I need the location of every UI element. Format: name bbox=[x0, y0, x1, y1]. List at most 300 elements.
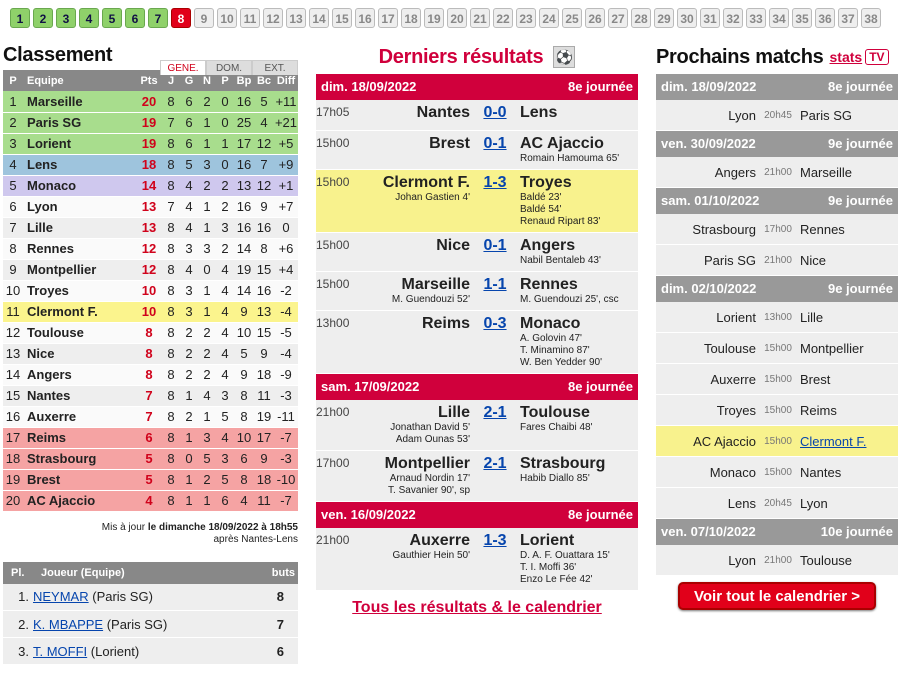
next-match-time: 13h00 bbox=[764, 312, 792, 323]
standings-cell: 8 bbox=[136, 322, 162, 343]
round-button[interactable]: 34 bbox=[769, 8, 789, 28]
standings-cell: 8 bbox=[136, 343, 162, 364]
round-selector bbox=[10, 8, 884, 30]
results-day-round: 8e journée bbox=[567, 379, 633, 394]
standings-cell: 0 bbox=[216, 154, 234, 175]
standings-cell: 1 bbox=[216, 133, 234, 154]
away-scorers bbox=[520, 550, 638, 586]
results-day-date: sam. 17/09/2022 bbox=[321, 379, 420, 394]
standings-cell: 1 bbox=[198, 217, 216, 238]
match-scorers bbox=[316, 294, 638, 310]
round-button[interactable]: 7 bbox=[148, 8, 168, 28]
football-icon: ⚽ bbox=[553, 46, 575, 68]
next-away-team: Montpellier bbox=[800, 341, 864, 356]
standings-cell: 9 bbox=[3, 259, 23, 280]
team-name: Lyon bbox=[23, 196, 136, 217]
next-match-time: 15h00 bbox=[764, 467, 792, 478]
match-line bbox=[316, 272, 638, 294]
standings-cell: 0 bbox=[216, 91, 234, 112]
next-day-round: 8e journée bbox=[827, 79, 893, 94]
standings-cell: 3 bbox=[216, 448, 234, 469]
next-match-time: 15h00 bbox=[764, 343, 792, 354]
home-scorers bbox=[316, 550, 470, 586]
match-time: 15h00 bbox=[316, 175, 350, 189]
next-match[interactable] bbox=[656, 426, 898, 457]
next-home-team: Toulouse bbox=[703, 341, 756, 356]
standings-cell: 2 bbox=[180, 406, 198, 427]
away-scorers bbox=[520, 255, 638, 267]
next-matches-panel bbox=[656, 44, 898, 610]
standings-cell: 0 bbox=[216, 112, 234, 133]
next-match[interactable] bbox=[656, 364, 898, 395]
standings-row[interactable] bbox=[3, 385, 298, 406]
round-button[interactable]: 14 bbox=[309, 8, 329, 28]
team-name: AC Ajaccio bbox=[23, 490, 136, 511]
spacer bbox=[470, 192, 520, 228]
scorer-team: (Paris SG) bbox=[88, 589, 153, 605]
standings-row[interactable] bbox=[3, 154, 298, 175]
team-name: Montpellier bbox=[23, 259, 136, 280]
scorer-name-link[interactable]: T. MOFFI bbox=[33, 643, 88, 659]
team-name: Nantes bbox=[23, 385, 136, 406]
away-scorers bbox=[520, 422, 638, 446]
standings-cell: 16 bbox=[234, 217, 254, 238]
home-scorer: Arnaud Nordin 17' bbox=[389, 473, 470, 484]
next-away-team: Lyon bbox=[800, 496, 828, 511]
standings-cell: 12 bbox=[136, 259, 162, 280]
scorer-player bbox=[33, 638, 244, 665]
round-button[interactable]: 5 bbox=[102, 8, 122, 28]
standings-cell: 9 bbox=[234, 301, 254, 322]
home-scorer: Jonathan David 5' bbox=[390, 422, 470, 433]
standings-cell: 9 bbox=[254, 448, 274, 469]
next-home-team: Auxerre bbox=[710, 372, 756, 387]
standings-header: G bbox=[180, 70, 198, 91]
standings-cell: 4 bbox=[180, 217, 198, 238]
next-day-date: sam. 01/10/2022 bbox=[661, 193, 760, 208]
standings-cell: 2 bbox=[198, 175, 216, 196]
standings-row[interactable] bbox=[3, 259, 298, 280]
away-scorer: Habib Diallo 85' bbox=[520, 473, 590, 484]
standings-cell: 2 bbox=[198, 91, 216, 112]
away-scorer: T. Minamino 87' bbox=[520, 345, 590, 356]
scorer-player bbox=[33, 584, 244, 611]
standings-cell: 0 bbox=[198, 259, 216, 280]
standings-cell: 2 bbox=[198, 364, 216, 385]
match-score-link[interactable]: 2-1 bbox=[483, 455, 507, 472]
standings-cell: 8 bbox=[162, 175, 180, 196]
standings-row[interactable] bbox=[3, 217, 298, 238]
standings-cell: -4 bbox=[274, 301, 298, 322]
next-match[interactable] bbox=[656, 457, 898, 488]
standings-cell: -2 bbox=[274, 280, 298, 301]
standings-cell: 5 bbox=[234, 343, 254, 364]
team-name: Lens bbox=[23, 154, 136, 175]
round-button[interactable]: 23 bbox=[516, 8, 536, 28]
scorer-goals: 6 bbox=[244, 638, 298, 665]
round-button[interactable]: 11 bbox=[240, 8, 260, 28]
standings-cell: 25 bbox=[234, 112, 254, 133]
round-button[interactable]: 12 bbox=[263, 8, 283, 28]
match-score-link[interactable]: 1-1 bbox=[483, 276, 507, 293]
round-button[interactable]: 13 bbox=[286, 8, 306, 28]
team-name: Paris SG bbox=[23, 112, 136, 133]
away-scorer: Nabil Bentaleb 43' bbox=[520, 255, 601, 266]
match-scorers bbox=[316, 473, 638, 501]
standings-cell: 11 bbox=[254, 490, 274, 511]
standings-cell: 6 bbox=[180, 91, 198, 112]
next-day-round: 9e journée bbox=[827, 281, 893, 296]
standings-cell: 19 bbox=[3, 469, 23, 490]
standings-cell: 13 bbox=[254, 301, 274, 322]
away-scorer: Baldé 23' bbox=[520, 192, 562, 203]
standings-cell: 7 bbox=[162, 196, 180, 217]
next-match[interactable] bbox=[656, 245, 898, 276]
round-button[interactable]: 27 bbox=[608, 8, 628, 28]
round-button[interactable]: 3 bbox=[56, 8, 76, 28]
standings-row[interactable] bbox=[3, 133, 298, 154]
standings-cell: 16 bbox=[234, 154, 254, 175]
standings-cell: 20 bbox=[136, 91, 162, 112]
match-time: 15h00 bbox=[316, 277, 350, 291]
standings-cell: 6 bbox=[3, 196, 23, 217]
standings-row[interactable] bbox=[3, 322, 298, 343]
round-button[interactable]: 37 bbox=[838, 8, 858, 28]
round-button[interactable]: 15 bbox=[332, 8, 352, 28]
standings-cell: 5 bbox=[254, 91, 274, 112]
next-match-time: 15h00 bbox=[764, 374, 792, 385]
standings-cell: 8 bbox=[162, 91, 180, 112]
standings-cell: +4 bbox=[274, 259, 298, 280]
match-score-link[interactable]: 0-3 bbox=[483, 315, 507, 332]
spacer bbox=[470, 255, 520, 267]
standings-cell: 8 bbox=[162, 469, 180, 490]
next-match-time: 21h00 bbox=[764, 255, 792, 266]
home-team: Montpellier bbox=[384, 455, 470, 472]
standings-row[interactable] bbox=[3, 469, 298, 490]
round-button[interactable]: 36 bbox=[815, 8, 835, 28]
standings-cell: 5 bbox=[3, 175, 23, 196]
standings-row[interactable] bbox=[3, 175, 298, 196]
next-match[interactable] bbox=[656, 333, 898, 364]
home-scorer: M. Guendouzi 52' bbox=[391, 294, 470, 305]
round-button[interactable]: 20 bbox=[447, 8, 467, 28]
standings-cell: 4 bbox=[216, 280, 234, 301]
home-team: Auxerre bbox=[409, 532, 470, 549]
match-scorers bbox=[316, 333, 638, 373]
results-title: Derniers résultats bbox=[378, 45, 544, 68]
round-button[interactable]: 31 bbox=[700, 8, 720, 28]
round-button[interactable]: 2 bbox=[33, 8, 53, 28]
standings-cell: -3 bbox=[274, 385, 298, 406]
standings-cell: 4 bbox=[180, 259, 198, 280]
round-button[interactable]: 16 bbox=[355, 8, 375, 28]
standings-cell: 8 bbox=[162, 217, 180, 238]
next-title: Prochains matchs bbox=[656, 45, 824, 68]
standings-cell: 4 bbox=[216, 364, 234, 385]
match-score-link[interactable]: 1-3 bbox=[483, 532, 507, 549]
standings-cell: 9 bbox=[254, 196, 274, 217]
standings-cell: 0 bbox=[274, 217, 298, 238]
home-team: Marseille bbox=[401, 276, 470, 293]
next-match-time: 20h45 bbox=[764, 110, 792, 121]
standings-cell: 16 bbox=[254, 217, 274, 238]
standings-row[interactable] bbox=[3, 196, 298, 217]
standings-header: P bbox=[216, 70, 234, 91]
standings-cell: 8 bbox=[162, 259, 180, 280]
scorers-header-goals: buts bbox=[244, 562, 298, 584]
team-name: Strasbourg bbox=[23, 448, 136, 469]
standings-cell: 1 bbox=[180, 490, 198, 511]
scorer-pos: 2. bbox=[3, 611, 33, 638]
scorers-header-player: Joueur (Equipe) bbox=[33, 562, 244, 584]
result-match bbox=[316, 451, 638, 502]
next-day-header bbox=[656, 131, 898, 157]
match-time: 15h00 bbox=[316, 238, 350, 252]
match-time: 17h00 bbox=[316, 456, 350, 470]
round-button[interactable]: 30 bbox=[677, 8, 697, 28]
match-score-link[interactable]: 0-0 bbox=[483, 104, 507, 121]
round-button[interactable]: 6 bbox=[125, 8, 145, 28]
match-line bbox=[316, 131, 638, 153]
next-home-team: Paris SG bbox=[703, 253, 756, 268]
next-away-team: Brest bbox=[800, 372, 831, 387]
standings-cell: 18 bbox=[136, 154, 162, 175]
standings-cell: +6 bbox=[274, 238, 298, 259]
standings-cell: 12 bbox=[136, 238, 162, 259]
round-button[interactable]: 4 bbox=[79, 8, 99, 28]
round-button[interactable]: 17 bbox=[378, 8, 398, 28]
standings-cell: 4 bbox=[3, 154, 23, 175]
standings-row[interactable] bbox=[3, 364, 298, 385]
spacer bbox=[470, 333, 520, 369]
standings-cell: 10 bbox=[3, 280, 23, 301]
round-button[interactable]: 35 bbox=[792, 8, 812, 28]
next-match[interactable] bbox=[656, 157, 898, 188]
standings-header: Pts bbox=[136, 70, 162, 91]
match-score-link[interactable]: 0-1 bbox=[483, 237, 507, 254]
round-button[interactable]: 38 bbox=[861, 8, 881, 28]
match-scorers bbox=[316, 550, 638, 590]
standings-cell: 3 bbox=[180, 238, 198, 259]
standings-cell: 15 bbox=[3, 385, 23, 406]
standings-cell: 3 bbox=[198, 154, 216, 175]
standings-row[interactable] bbox=[3, 490, 298, 511]
next-day-header bbox=[656, 519, 898, 545]
team-name: Angers bbox=[23, 364, 136, 385]
standings-cell: 5 bbox=[216, 406, 234, 427]
next-away-team: Toulouse bbox=[800, 553, 853, 568]
standings-cell: 8 bbox=[254, 238, 274, 259]
match-time: 21h00 bbox=[316, 405, 350, 419]
standings-cell: 10 bbox=[136, 301, 162, 322]
standings-cell: 0 bbox=[180, 448, 198, 469]
standings-cell: 5 bbox=[198, 448, 216, 469]
standings-cell: 2 bbox=[198, 322, 216, 343]
full-calendar-button[interactable]: Voir tout le calendrier > bbox=[678, 582, 876, 610]
standings-row[interactable] bbox=[3, 427, 298, 448]
standings-panel bbox=[3, 44, 298, 665]
standings-cell: 17 bbox=[3, 427, 23, 448]
standings-cell: 13 bbox=[234, 175, 254, 196]
next-match[interactable] bbox=[656, 214, 898, 245]
standings-cell: 2 bbox=[216, 175, 234, 196]
standings-row[interactable] bbox=[3, 301, 298, 322]
round-button-current[interactable]: 8 bbox=[171, 8, 191, 28]
standings-cell: 10 bbox=[136, 280, 162, 301]
home-scorer: Johan Gastien 4' bbox=[395, 192, 470, 203]
team-name: Troyes bbox=[23, 280, 136, 301]
home-team: Lille bbox=[437, 404, 470, 421]
standings-cell: 5 bbox=[136, 448, 162, 469]
standings-row[interactable] bbox=[3, 112, 298, 133]
match-line bbox=[316, 400, 638, 422]
round-button[interactable]: 32 bbox=[723, 8, 743, 28]
team-name: Lorient bbox=[23, 133, 136, 154]
results-day-header bbox=[316, 374, 638, 400]
next-away-team: Nice bbox=[800, 253, 827, 268]
round-button[interactable]: 33 bbox=[746, 8, 766, 28]
standings-cell: 2 bbox=[216, 238, 234, 259]
next-home-team: Angers bbox=[714, 165, 756, 180]
result-match bbox=[316, 528, 638, 591]
standings-cell: 8 bbox=[136, 364, 162, 385]
scorer-name-link[interactable]: K. MBAPPE bbox=[33, 616, 104, 632]
standings-cell: 3 bbox=[198, 238, 216, 259]
standings-row[interactable] bbox=[3, 343, 298, 364]
next-day-header bbox=[656, 188, 898, 214]
next-day-header bbox=[656, 74, 898, 100]
standings-cell: 6 bbox=[180, 133, 198, 154]
standings-title: Classement bbox=[3, 44, 113, 66]
away-team: Lens bbox=[520, 104, 558, 121]
next-match[interactable] bbox=[656, 545, 898, 576]
standings-header: Diff bbox=[274, 70, 298, 91]
standings-header: J bbox=[162, 70, 180, 91]
standings-cell: 13 bbox=[136, 196, 162, 217]
results-day-round: 8e journée bbox=[567, 507, 633, 522]
standings-cell: 4 bbox=[216, 322, 234, 343]
round-button[interactable]: 26 bbox=[585, 8, 605, 28]
match-line bbox=[316, 233, 638, 255]
standings-cell: 14 bbox=[136, 175, 162, 196]
round-button[interactable]: 22 bbox=[493, 8, 513, 28]
next-home-team: AC Ajaccio bbox=[693, 434, 756, 449]
team-name: Lille bbox=[23, 217, 136, 238]
standings-row[interactable] bbox=[3, 91, 298, 112]
tab-away[interactable]: EXT. bbox=[252, 60, 298, 75]
next-home-team: Lens bbox=[727, 496, 756, 511]
standings-cell: 3 bbox=[198, 427, 216, 448]
standings-cell: 8 bbox=[162, 427, 180, 448]
standings-cell: 2 bbox=[180, 343, 198, 364]
standings-cell: 8 bbox=[162, 343, 180, 364]
standings-cell: 13 bbox=[3, 343, 23, 364]
standings-row[interactable] bbox=[3, 448, 298, 469]
match-score-link[interactable]: 1-3 bbox=[483, 174, 507, 191]
next-away-team: Marseille bbox=[800, 165, 853, 180]
match-scorers bbox=[316, 255, 638, 271]
standings-row[interactable] bbox=[3, 280, 298, 301]
match-score-link[interactable]: 2-1 bbox=[483, 404, 507, 421]
spacer bbox=[470, 550, 520, 586]
away-team: Monaco bbox=[520, 315, 581, 332]
scorer-name-link[interactable]: NEYMAR bbox=[33, 589, 89, 605]
round-button[interactable]: 1 bbox=[10, 8, 30, 28]
standings-cell: 7 bbox=[136, 385, 162, 406]
match-scorers bbox=[316, 422, 638, 450]
tab-general[interactable]: GENE. bbox=[160, 60, 206, 75]
team-name: Toulouse bbox=[23, 322, 136, 343]
away-scorer: Fares Chaibi 48' bbox=[520, 422, 593, 433]
round-button[interactable]: 24 bbox=[539, 8, 559, 28]
team-name: Auxerre bbox=[23, 406, 136, 427]
next-match[interactable] bbox=[656, 488, 898, 519]
next-match[interactable] bbox=[656, 395, 898, 426]
stats-link[interactable]: stats bbox=[829, 49, 863, 65]
standings-cell: 9 bbox=[234, 364, 254, 385]
standings-header: Equipe bbox=[23, 70, 136, 91]
next-home-team: Troyes bbox=[716, 403, 756, 418]
standings-cell: 19 bbox=[234, 259, 254, 280]
tv-link[interactable]: TV bbox=[865, 49, 888, 65]
next-day-round: 9e journée bbox=[827, 136, 893, 151]
round-button[interactable]: 21 bbox=[470, 8, 490, 28]
standings-cell: 16 bbox=[3, 406, 23, 427]
standings-cell: 8 bbox=[162, 406, 180, 427]
round-button[interactable]: 18 bbox=[401, 8, 421, 28]
next-day-header bbox=[656, 276, 898, 302]
all-results-link[interactable]: Tous les résultats & le calendrier bbox=[352, 599, 602, 616]
standings-cell: 11 bbox=[254, 385, 274, 406]
standings-cell: 8 bbox=[162, 364, 180, 385]
tab-home[interactable]: DOM. bbox=[206, 60, 252, 75]
away-scorer: Baldé 54' bbox=[520, 204, 562, 215]
match-score-link[interactable]: 0-1 bbox=[483, 135, 507, 152]
next-away-team[interactable]: Clermont F. bbox=[800, 434, 867, 449]
next-away-team: Reims bbox=[800, 403, 837, 418]
round-button[interactable]: 19 bbox=[424, 8, 444, 28]
next-match[interactable] bbox=[656, 100, 898, 131]
spacer bbox=[470, 422, 520, 446]
standings-row[interactable] bbox=[3, 238, 298, 259]
standings-cell: +5 bbox=[274, 133, 298, 154]
round-button[interactable]: 28 bbox=[631, 8, 651, 28]
home-team: Brest bbox=[429, 135, 470, 152]
standings-cell: 16 bbox=[234, 91, 254, 112]
scorers-table bbox=[3, 562, 298, 666]
round-button[interactable]: 25 bbox=[562, 8, 582, 28]
round-button[interactable]: 29 bbox=[654, 8, 674, 28]
standings-cell: 8 bbox=[162, 154, 180, 175]
standings-cell: 1 bbox=[180, 385, 198, 406]
standings-cell: 1 bbox=[180, 427, 198, 448]
next-match[interactable] bbox=[656, 302, 898, 333]
round-button[interactable]: 9 bbox=[194, 8, 214, 28]
standings-cell: 8 bbox=[234, 406, 254, 427]
result-match bbox=[316, 100, 638, 131]
standings-cell: 3 bbox=[3, 133, 23, 154]
standings-cell: 7 bbox=[3, 217, 23, 238]
standings-row[interactable] bbox=[3, 406, 298, 427]
standings-cell: 6 bbox=[234, 448, 254, 469]
away-scorer: Enzo Le Fée 42' bbox=[520, 574, 593, 585]
standings-cell: 1 bbox=[198, 280, 216, 301]
home-team: Reims bbox=[421, 315, 470, 332]
round-button[interactable]: 10 bbox=[217, 8, 237, 28]
away-team: AC Ajaccio bbox=[520, 135, 604, 152]
standings-cell: 1 bbox=[198, 112, 216, 133]
